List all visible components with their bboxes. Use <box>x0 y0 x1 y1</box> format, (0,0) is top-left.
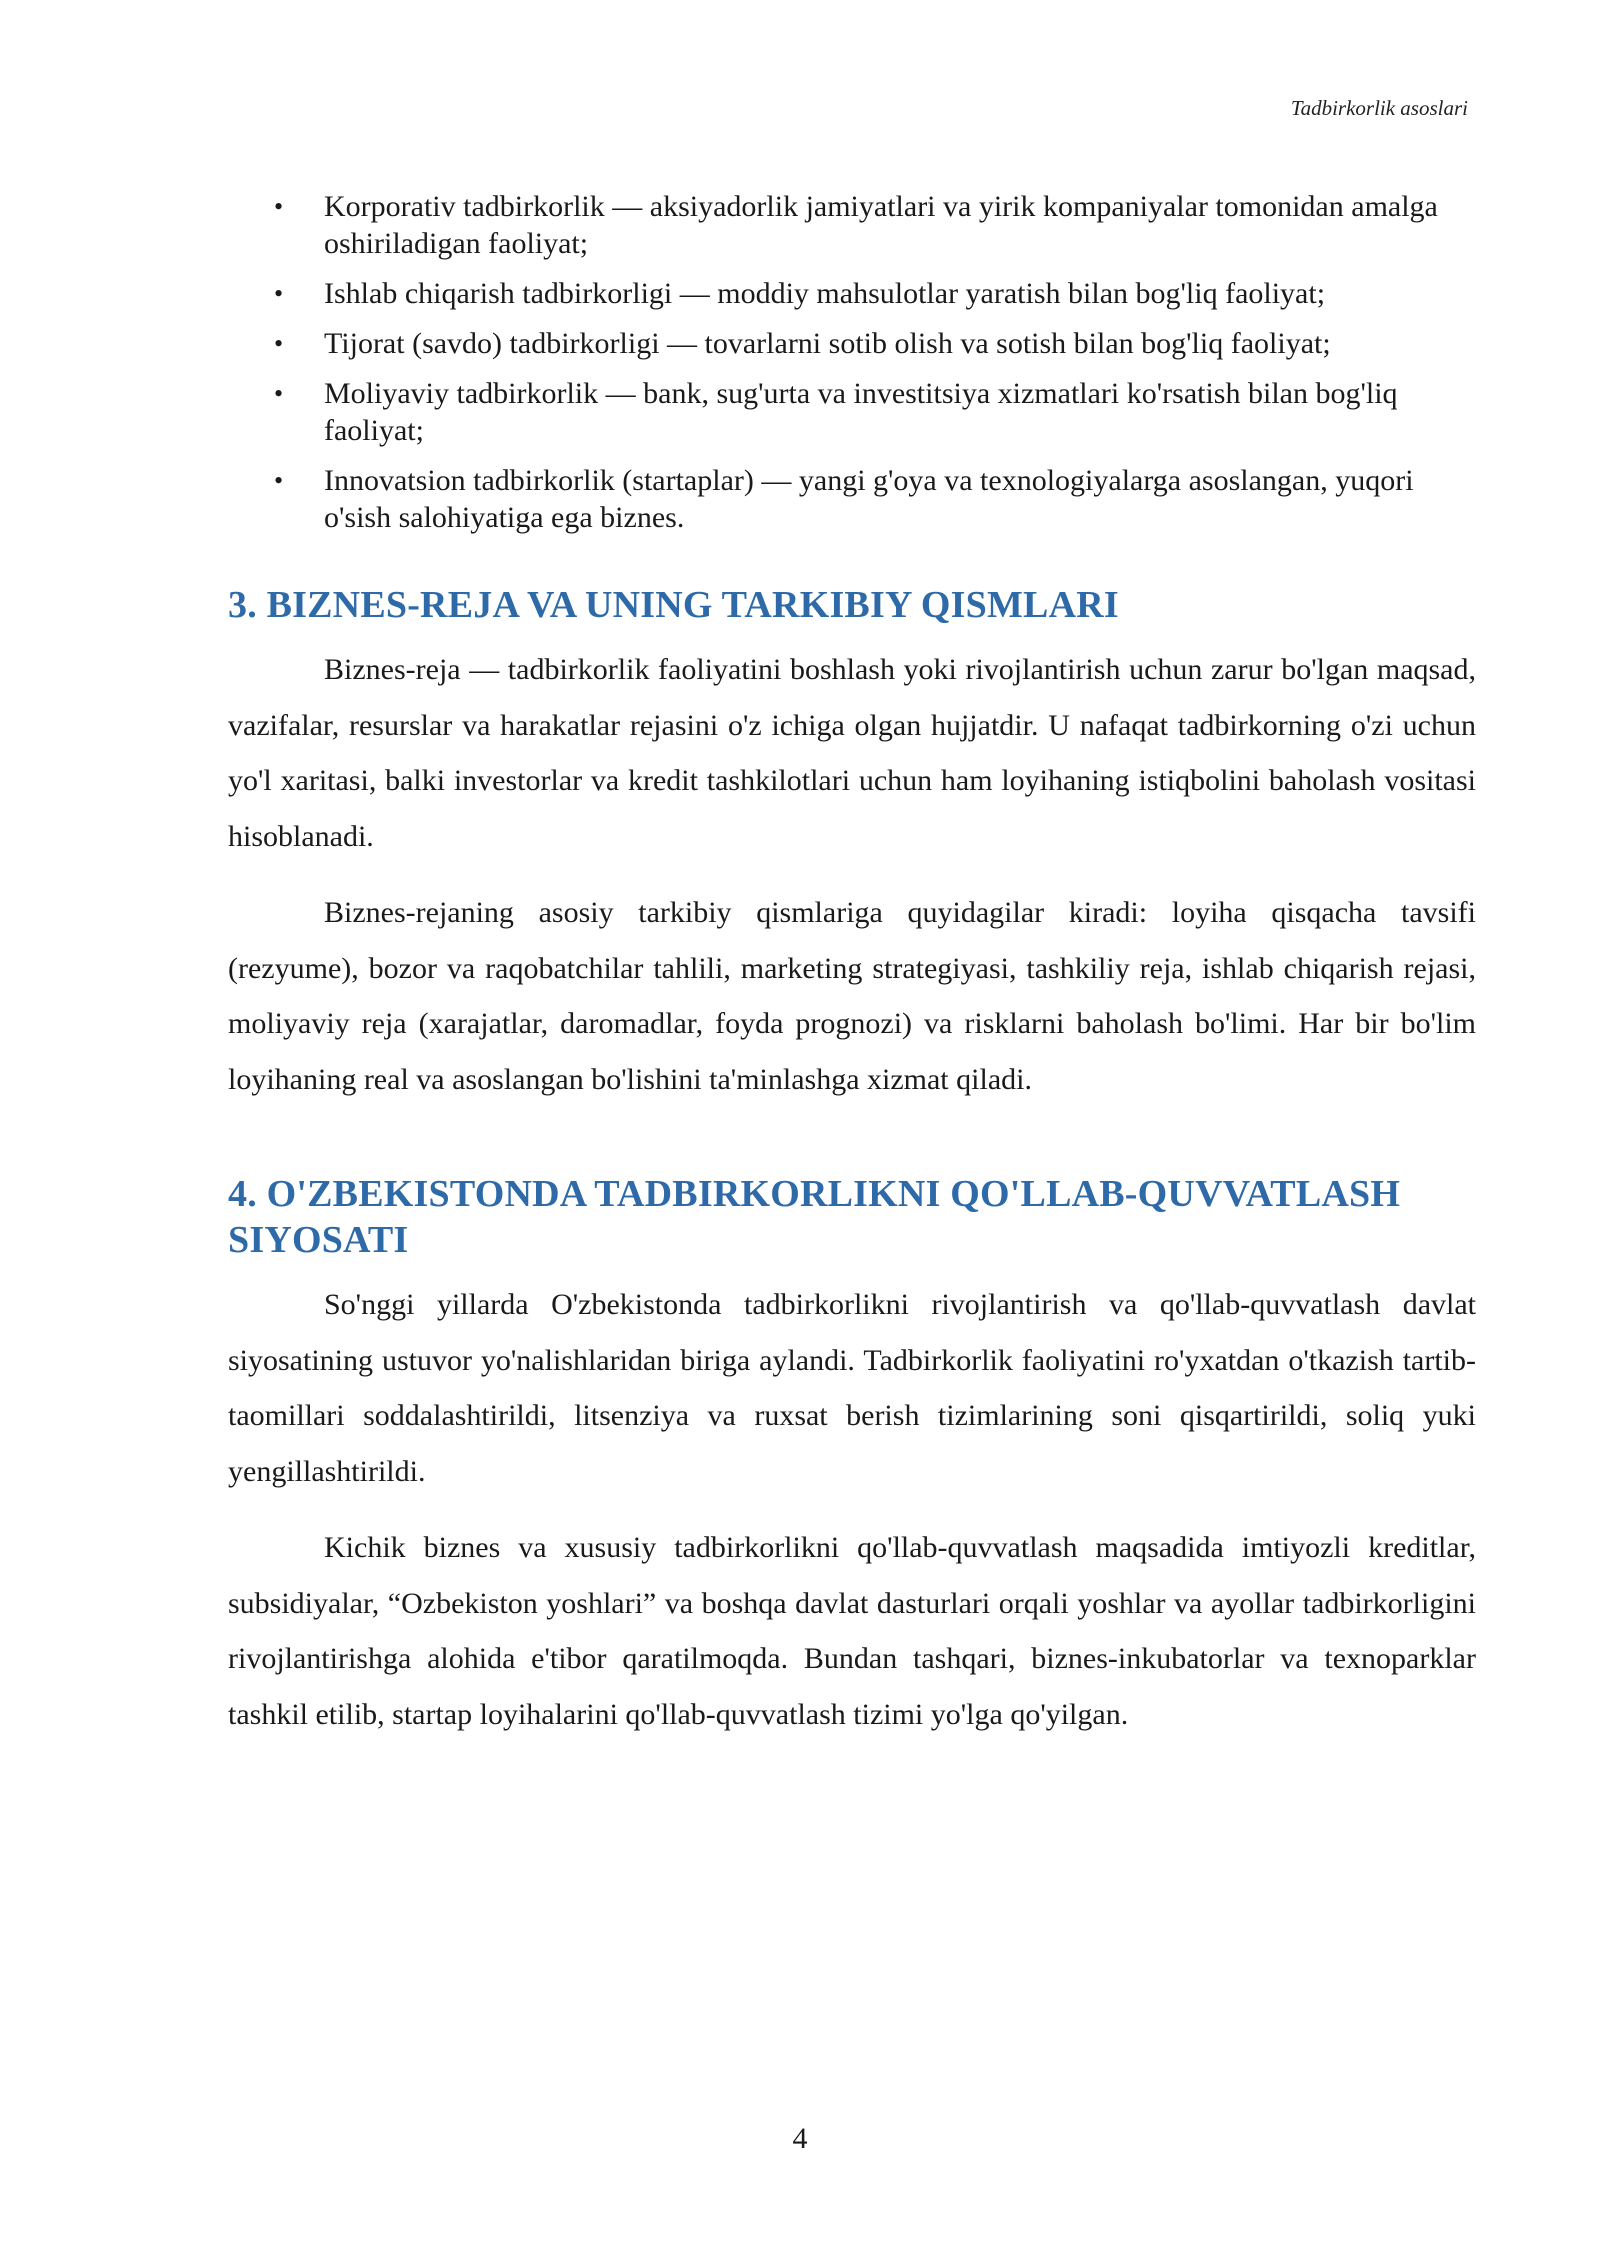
list-item-text: Innovatsion tadbirkorlik (startaplar) — yangi g'oya va texnologiyalarga asoslangan, yuqori o'sish salohiyatiga ega biznes. <box>324 464 1414 534</box>
bullet-icon: • <box>274 329 284 358</box>
section-4-paragraph-1: So'nggi yillarda O'zbekistonda tadbirkorlikni rivojlantirish va qo'llab-quvvatlash davlat siyosatining ustuvor yo'nalishlaridan biriga aylandi. Tadbirkorlik faoliyatini ro'yxatdan o'tkazish tartib-taomillari soddalashtirildi, litsenziya va ruxsat berish tizimlarining soni qisqartirildi, soliq yuki yengillashtirildi. <box>228 1288 1476 1488</box>
list-item <box>228 275 1476 312</box>
section-4-paragraph-2: Kichik biznes va xususiy tadbirkorlikni qo'llab-quvvatlash maqsadida imtiyozli kreditlar, subsidiyalar, “Ozbekiston yoshlari” va boshqa davlat dasturlari orqali yoshlar va ayollar tadbirkorligini rivojlantirishga alohida e'tibor qaratilmoqda. Bundan tashqari, biznes-inkubatorlar va texnoparklar tashkil etilib, startap loyihalarini qo'llab-quvvatlash tizimi yo'lga qo'yilgan. <box>228 1531 1476 1731</box>
section-3-paragraph-2: Biznes-rejaning asosiy tarkibiy qismlariga quyidagilar kiradi: loyiha qisqacha tavsifi (rezyume), bozor va raqobatchilar tahlili, marketing strategiyasi, tashkiliy reja, ishlab chiqarish rejasi, moliyaviy reja (xarajatlar, daromadlar, foyda prognozi) va risklarni baholash bo'limi. Har bir bo'lim loyihaning real va asoslangan bo'lishini ta'minlashga xizmat qiladi. <box>228 896 1476 1096</box>
section-4-heading: 4. O'ZBEKISTONDA TADBIRKORLIKNI QO'LLAB-QUVVATLASH SIYOSATI <box>228 1173 1401 1261</box>
list-item <box>228 188 1476 262</box>
list-item <box>228 375 1476 449</box>
section-3-paragraph-1: Biznes-reja — tadbirkorlik faoliyatini boshlash yoki rivojlantirish uchun zarur bo'lgan maqsad, vazifalar, resurslar va harakatlar rejasini o'z ichiga olgan hujjatdir. U nafaqat tadbirkorning o'zi uchun yo'l xaritasi, balki investorlar va kredit tashkilotlari uchun ham loyihaning istiqbolini baholash vositasi hisoblanadi. <box>228 653 1476 853</box>
bullet-icon: • <box>274 192 284 221</box>
page-content <box>228 188 1476 1763</box>
bullet-icon: • <box>274 379 284 408</box>
list-item-text: Ishlab chiqarish tadbirkorligi — moddiy mahsulotlar yaratish bilan bog'liq faoliyat; <box>324 277 1326 310</box>
running-header: Tadbirkorlik asoslari <box>1290 96 1468 120</box>
bullet-icon: • <box>274 279 284 308</box>
page-number: 4 <box>792 2122 808 2155</box>
list-item-text: Tijorat (savdo) tadbirkorligi — tovarlarni sotib olish va sotish bilan bog'liq faoliyat; <box>324 327 1331 360</box>
section-3-heading: 3. BIZNES-REJA VA UNING TARKIBIY QISMLARI <box>228 584 1119 626</box>
list-item-text: Moliyaviy tadbirkorlik — bank, sug'urta va investitsiya xizmatlari ko'rsatish bilan bog'liq faoliyat; <box>324 377 1398 447</box>
list-item <box>228 462 1476 536</box>
bullet-icon: • <box>274 466 284 495</box>
list-item-text: Korporativ tadbirkorlik — aksiyadorlik jamiyatlari va yirik kompaniyalar tomonidan amalga oshiriladigan faoliyat; <box>324 190 1438 260</box>
entrepreneurship-types-list <box>228 188 1476 536</box>
list-item <box>228 325 1476 362</box>
